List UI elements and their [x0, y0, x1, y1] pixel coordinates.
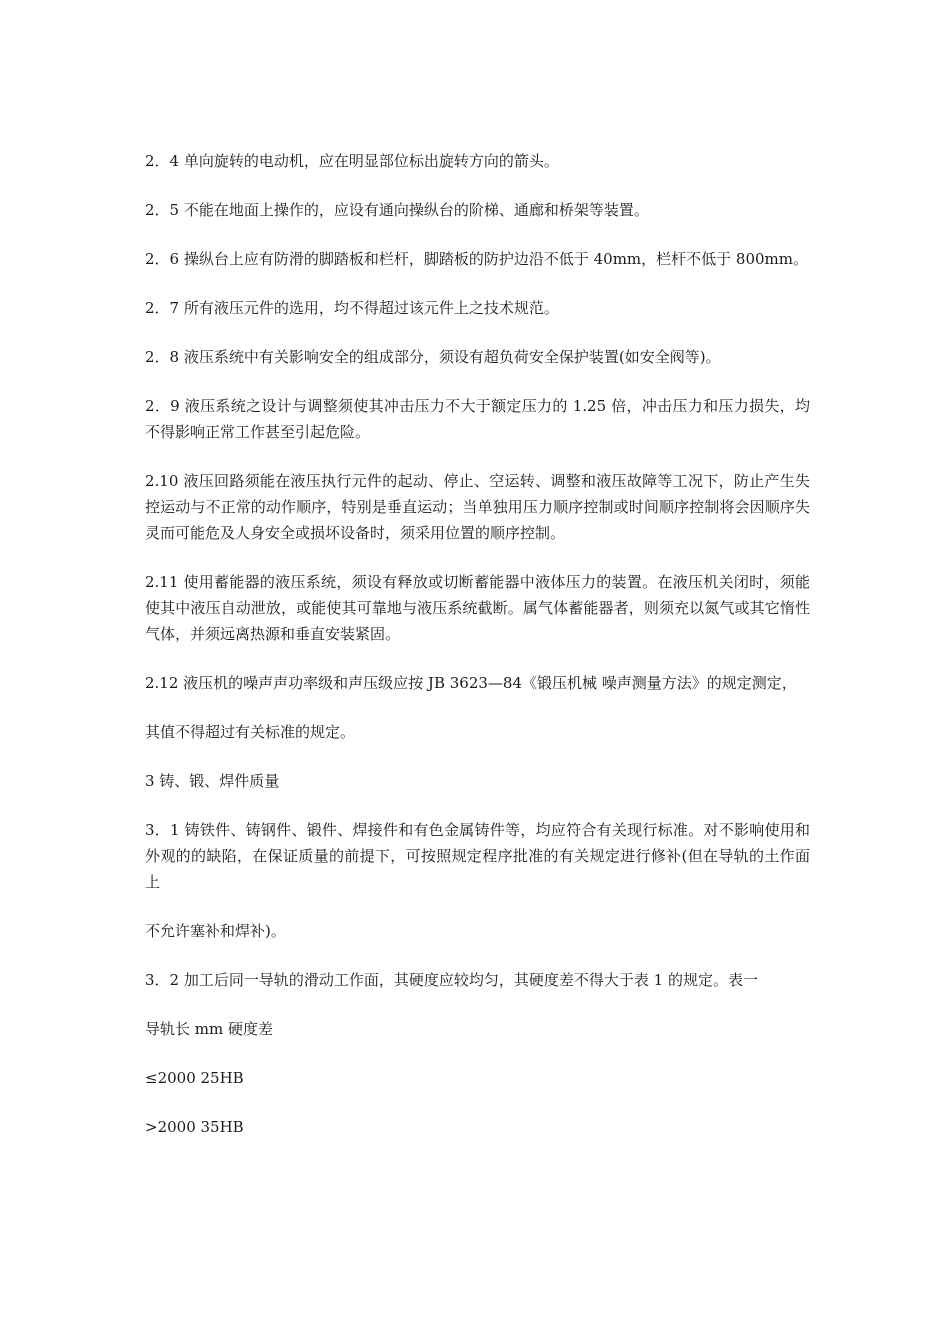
paragraph-2-10: 2.10 液压回路须能在液压执行元件的起动、停止、空运转、调整和液压故障等工况下，防止产生失控运动与不正常的动作顺序，特别是垂直运动；当单独用压力顺序控制或时间顺序控制将会因顺序失灵而可能危及人身安全或损坏设备时，须采用位置的顺序控制。 [145, 472, 810, 542]
paragraph-3-1: 3．1 铸铁件、铸钢件、锻件、焊接件和有色金属铸件等，均应符合有关现行标准。对不影响使用和外观的的缺陷，在保证质量的前提下，可按照规定程序批准的有关规定进行修补(但在导轨的土作面上 [145, 821, 810, 891]
paragraph-2-5: 2．5 不能在地面上操作的，应设有通向操纵台的阶梯、通廊和桥架等装置。 [145, 201, 649, 219]
paragraph-2-12-continued: 其值不得超过有关标准的规定。 [145, 723, 356, 741]
table-row-2: >2000 35HB [145, 1118, 244, 1136]
paragraph-2-12: 2.12 液压机的噪声声功率级和声压级应按 JB 3623—84《锻压机械 噪声测量方法》的规定测定， [145, 674, 797, 692]
table-header-row: 导轨长 mm 硬度差 [145, 1020, 273, 1038]
paragraph-2-9: 2．9 液压系统之设计与调整须使其冲击压力不大于额定压力的 1.25 倍，冲击压力和压力损失，均不得影响正常工作甚至引起危险。 [145, 397, 810, 441]
paragraph-3-2: 3．2 加工后同一导轨的滑动工作面，其硬度应较均匀，其硬度差不得大于表 1 的规定。表一 [145, 971, 758, 989]
paragraph-3-1-continued: 不允许塞补和焊补)。 [145, 922, 286, 940]
paragraph-2-8: 2．8 液压系统中有关影响安全的组成部分，须设有超负荷安全保护装置(如安全阀等)。 [145, 348, 721, 366]
paragraph-2-7: 2．7 所有液压元件的选用，均不得超过该元件上之技术规范。 [145, 299, 559, 317]
paragraph-2-4: 2．4 单向旋转的电动机，应在明显部位标出旋转方向的箭头。 [145, 152, 559, 170]
paragraph-2-11: 2.11 使用蓄能器的液压系统，须设有释放或切断蓄能器中液体压力的装置。在液压机关闭时，须能使其中液压自动泄放，或能使其可靠地与液压系统截断。属气体蓄能器者，则须充以氮气或其它惰性气体，并须远离热源和垂直安装紧固。 [145, 573, 810, 643]
document-body [145, 148, 810, 1163]
table-row-1: ≤2000 25HB [145, 1069, 244, 1087]
section-heading-3: 3 铸、锻、焊件质量 [145, 772, 280, 790]
paragraph-2-6: 2．6 操纵台上应有防滑的脚踏板和栏杆，脚踏板的防护边沿不低于 40mm，栏杆不低于 800mm。 [145, 250, 809, 268]
